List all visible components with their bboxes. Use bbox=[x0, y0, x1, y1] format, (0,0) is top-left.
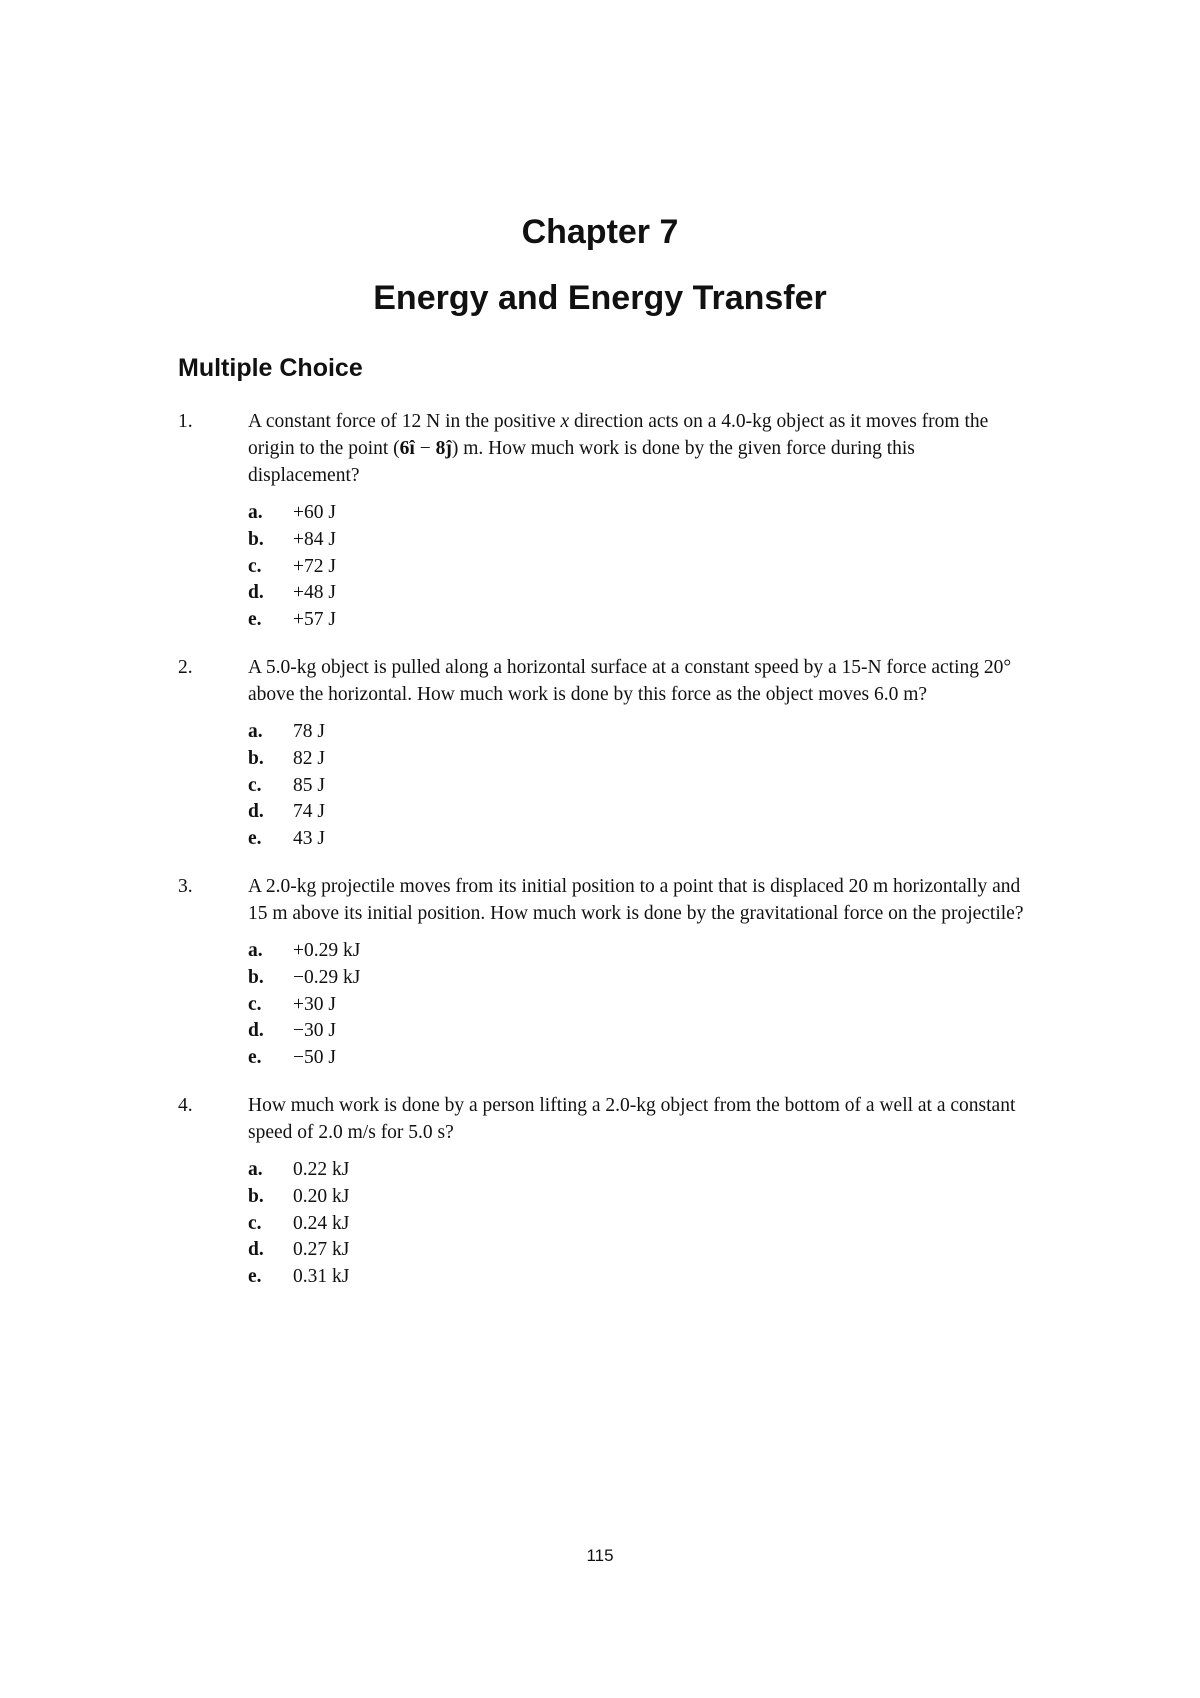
option-letter: b. bbox=[248, 966, 264, 988]
option-value: 85 J bbox=[293, 774, 325, 796]
answer-option bbox=[248, 1237, 1038, 1264]
answer-options bbox=[248, 500, 1038, 634]
chapter-number: Chapter 7 bbox=[521, 213, 679, 251]
answer-option bbox=[248, 992, 1038, 1019]
answer-option bbox=[248, 746, 1038, 773]
question-3 bbox=[178, 873, 1038, 1072]
answer-option bbox=[248, 773, 1038, 800]
option-value: 0.24 kJ bbox=[293, 1212, 350, 1234]
option-value: +48 J bbox=[293, 582, 336, 604]
question-list bbox=[178, 408, 1038, 1311]
option-letter: d. bbox=[248, 801, 264, 823]
option-value: 43 J bbox=[293, 828, 325, 850]
option-value: +0.29 kJ bbox=[293, 939, 361, 961]
answer-option bbox=[248, 607, 1038, 634]
question-text: A constant force of 12 N in the positive x direction acts on a 4.0-kg object as it moves from the origin to the point (6î − 8ĵ) m. How much work is done by the given force during this displacement? bbox=[248, 411, 989, 486]
question-number: 3. bbox=[178, 875, 193, 897]
option-value: −0.29 kJ bbox=[293, 966, 361, 988]
option-value: +72 J bbox=[293, 555, 336, 577]
option-letter: d. bbox=[248, 1239, 264, 1261]
question-2 bbox=[178, 654, 1038, 853]
option-letter: a. bbox=[248, 939, 263, 961]
answer-option bbox=[248, 1184, 1038, 1211]
answer-option bbox=[248, 1264, 1038, 1291]
option-value: 0.31 kJ bbox=[293, 1266, 350, 1288]
section-heading: Multiple Choice bbox=[178, 354, 363, 382]
answer-option bbox=[248, 799, 1038, 826]
answer-option bbox=[248, 1211, 1038, 1238]
option-value: 74 J bbox=[293, 801, 325, 823]
page-number: 115 bbox=[586, 1546, 614, 1565]
option-letter: b. bbox=[248, 1185, 264, 1207]
option-letter: c. bbox=[248, 774, 262, 796]
answer-option bbox=[248, 580, 1038, 607]
option-letter: c. bbox=[248, 993, 262, 1015]
option-value: +60 J bbox=[293, 502, 336, 523]
question-1 bbox=[178, 408, 1038, 634]
answer-option bbox=[248, 527, 1038, 554]
answer-options bbox=[248, 938, 1038, 1072]
question-number: 4. bbox=[178, 1094, 193, 1116]
option-value: 82 J bbox=[293, 747, 325, 769]
option-letter: a. bbox=[248, 720, 263, 742]
question-number: 2. bbox=[178, 656, 193, 678]
unit-vector-i: î bbox=[409, 438, 415, 459]
option-value: +57 J bbox=[293, 609, 336, 631]
answer-option bbox=[248, 500, 1038, 527]
answer-options bbox=[248, 1157, 1038, 1291]
option-letter: e. bbox=[248, 1047, 262, 1069]
unit-vector-j: ĵ bbox=[445, 438, 452, 459]
option-letter: d. bbox=[248, 582, 264, 604]
option-letter: e. bbox=[248, 609, 262, 631]
option-value: −30 J bbox=[293, 1020, 336, 1042]
option-value: +30 J bbox=[293, 993, 336, 1015]
question-4 bbox=[178, 1092, 1038, 1291]
answer-option bbox=[248, 1157, 1038, 1184]
option-letter: b. bbox=[248, 528, 264, 550]
answer-option bbox=[248, 965, 1038, 992]
option-value: −50 J bbox=[293, 1047, 336, 1069]
chapter-title: Energy and Energy Transfer bbox=[373, 279, 827, 317]
option-value: 0.22 kJ bbox=[293, 1158, 350, 1180]
option-letter: e. bbox=[248, 828, 262, 850]
variable-x: x bbox=[560, 411, 570, 432]
answer-option bbox=[248, 826, 1038, 853]
answer-option bbox=[248, 719, 1038, 746]
option-value: 0.20 kJ bbox=[293, 1185, 350, 1207]
option-letter: d. bbox=[248, 1020, 264, 1042]
option-letter: a. bbox=[248, 1158, 263, 1180]
answer-options bbox=[248, 719, 1038, 853]
option-letter: c. bbox=[248, 555, 262, 577]
answer-option bbox=[248, 554, 1038, 581]
option-value: 78 J bbox=[293, 720, 325, 742]
option-letter: a. bbox=[248, 502, 263, 523]
question-number: 1. bbox=[178, 411, 193, 432]
question-text: How much work is done by a person lifting a 2.0-kg object from the bottom of a well at a constant speed of 2.0 m/s for 5.0 s? bbox=[248, 1094, 1016, 1143]
option-value: 0.27 kJ bbox=[293, 1239, 350, 1261]
option-letter: c. bbox=[248, 1212, 262, 1234]
option-letter: e. bbox=[248, 1266, 262, 1288]
question-text: A 2.0-kg projectile moves from its initial position to a point that is displaced 20 m horizontally and 15 m above its initial position. How much work is done by the gravitational force on the projectile? bbox=[248, 875, 1024, 924]
answer-option bbox=[248, 1045, 1038, 1072]
option-letter: b. bbox=[248, 747, 264, 769]
answer-option bbox=[248, 1018, 1038, 1045]
option-value: +84 J bbox=[293, 528, 336, 550]
answer-option bbox=[248, 938, 1038, 965]
question-text: A 5.0-kg object is pulled along a horizontal surface at a constant speed by a 15-N force acting 20° above the horizontal. How much work is done by this force as the object moves 6.0 m? bbox=[248, 656, 1012, 705]
